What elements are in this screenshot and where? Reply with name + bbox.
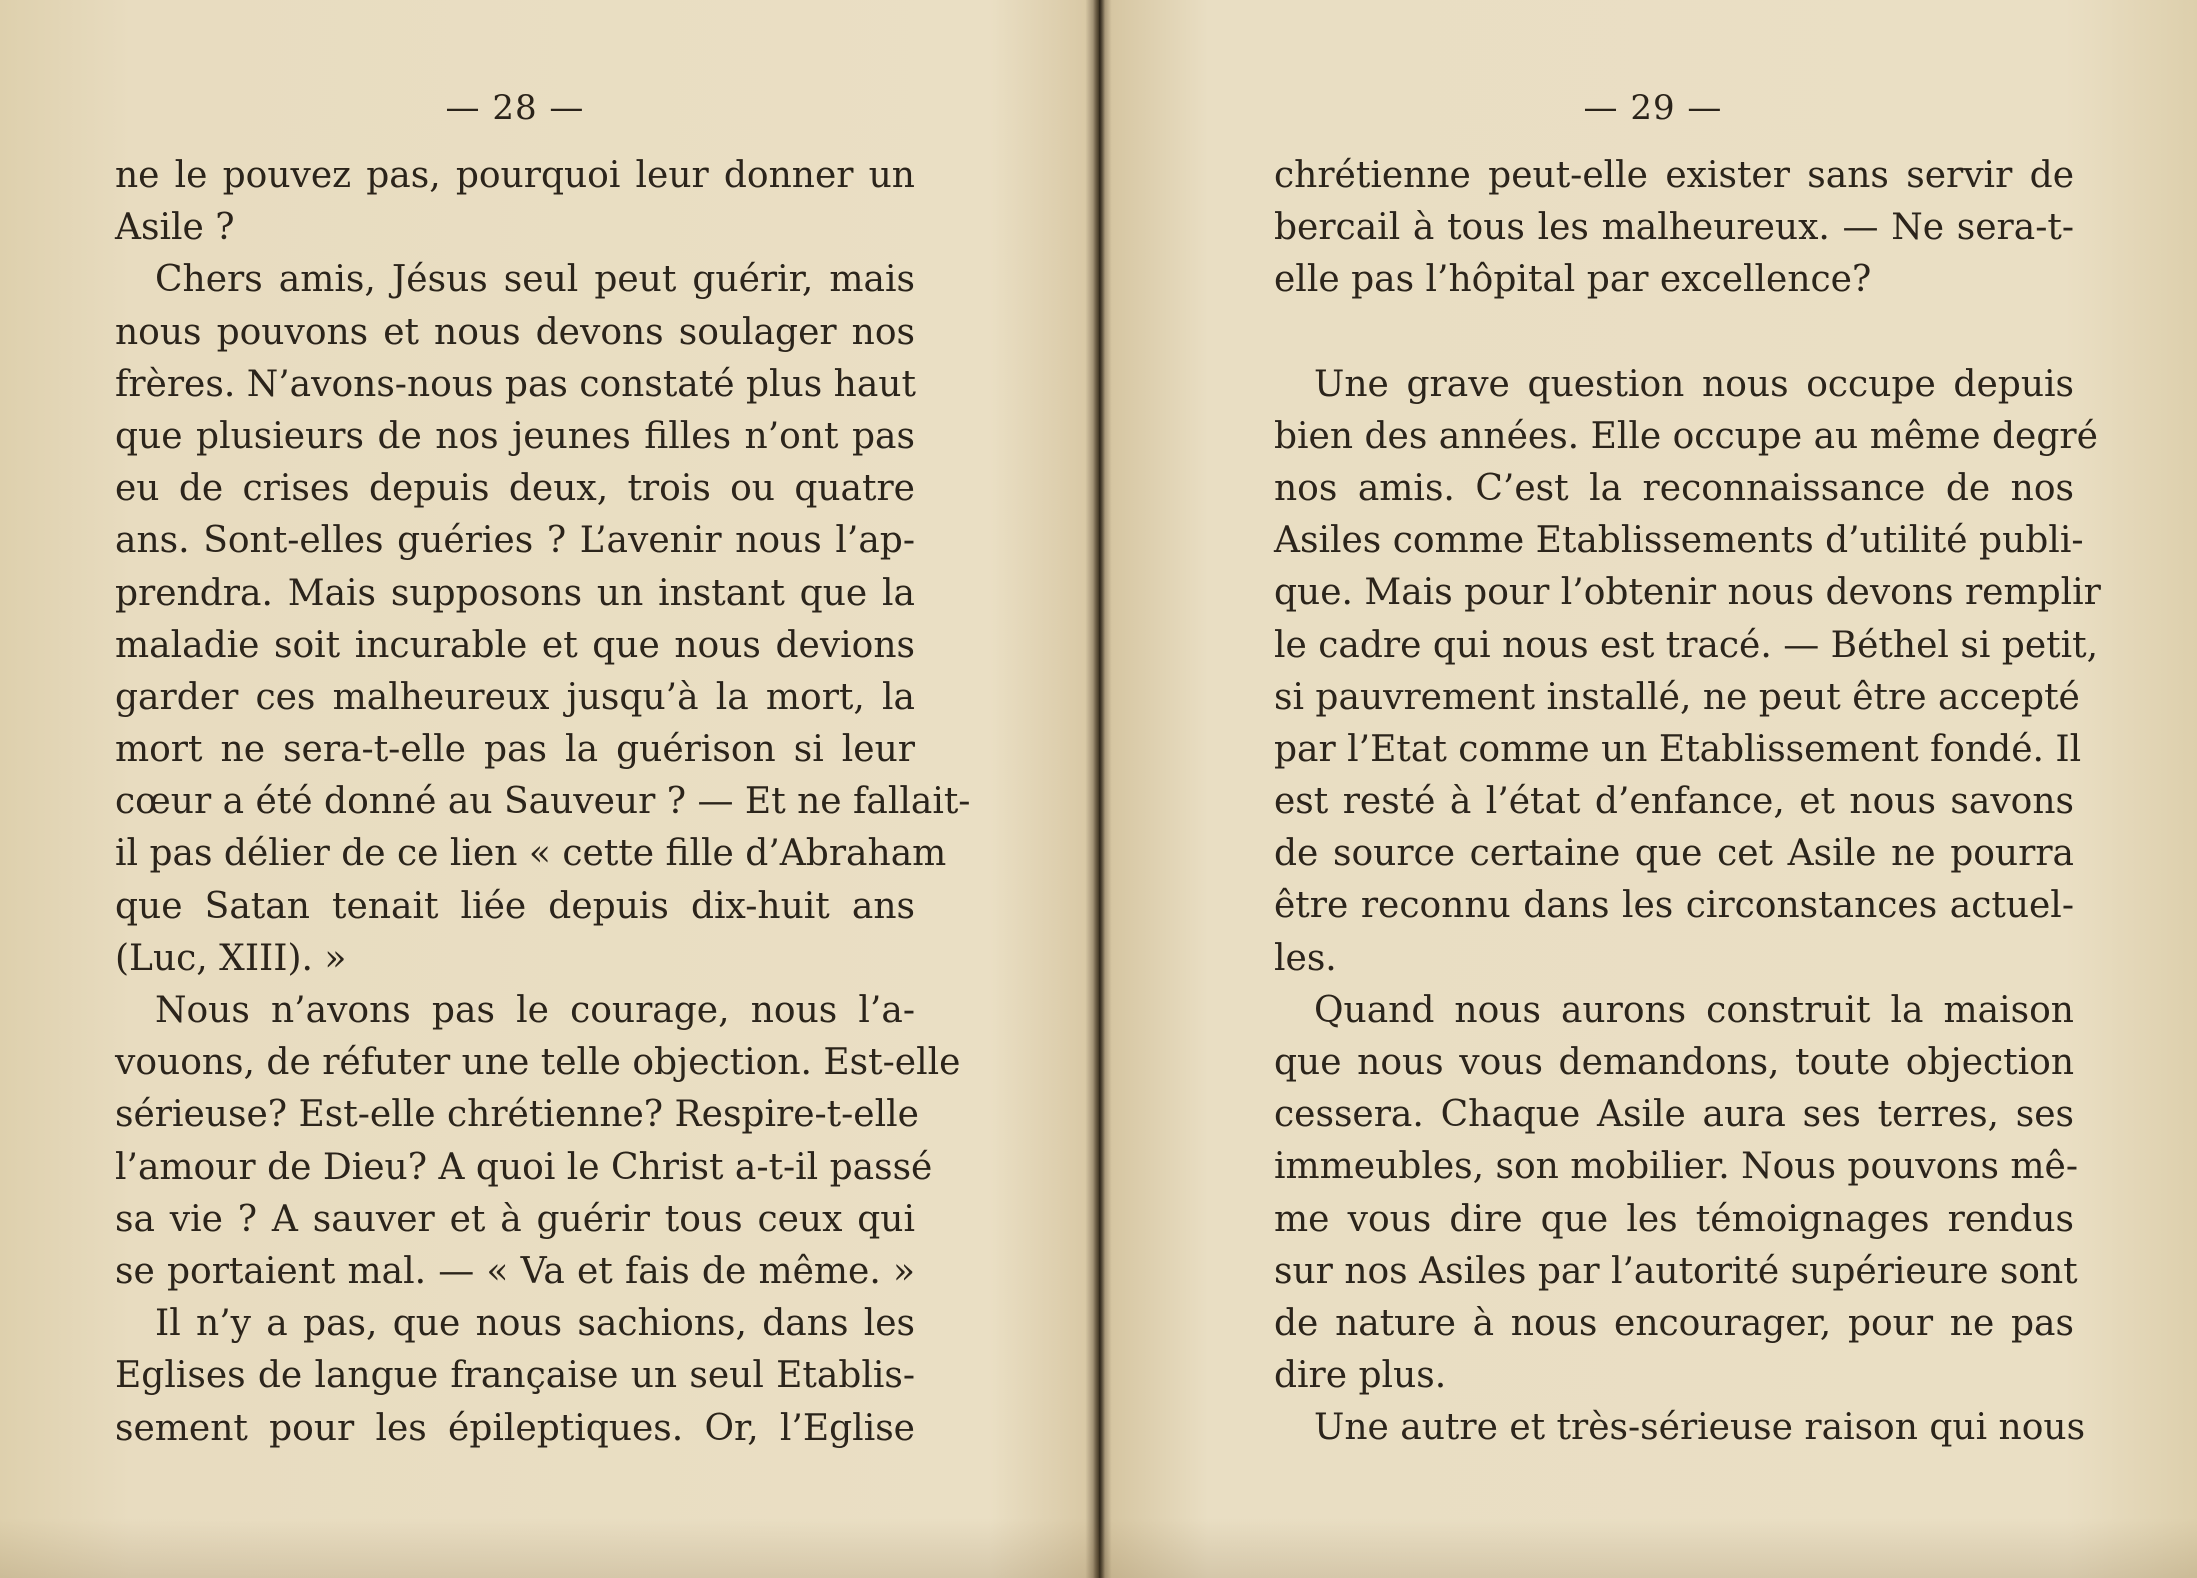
paragraph-block — [1274, 359, 2101, 1455]
text-line: Asiles comme Etablissements d’utilité publi- — [1274, 520, 2084, 562]
text-line: cœur a été donné au Sauveur ? — Et ne fallait- — [115, 781, 971, 823]
text-line: Chers amis, Jésus seul peut guérir, mais — [155, 259, 915, 301]
right-page — [1108, 0, 2197, 1578]
text-line: immeubles, son mobilier. Nous pouvons mê- — [1274, 1146, 2079, 1188]
text-line: par l’Etat comme un Etablissement fondé. Il — [1274, 728, 2082, 770]
text-line: que nous vous demandons, toute objection — [1274, 1042, 2074, 1083]
page-text — [1274, 150, 2101, 1455]
text-line: nos amis. C’est la reconnaissance de nos — [1274, 467, 2074, 509]
text-line: dire plus. — [1274, 1355, 1447, 1397]
text-line: (Luc, XIII). » — [115, 937, 347, 979]
page-shadow — [0, 1518, 2197, 1578]
text-line: que Satan tenait liée depuis dix-huit ans — [115, 885, 915, 927]
text-line: ans. Sont-elles guéries ? L’avenir nous l’ap- — [115, 520, 915, 562]
text-line: sement pour les épileptiques. Or, l’Eglise — [115, 1407, 915, 1449]
text-line: vouons, de réfuter une telle objection. Est-elle — [115, 1042, 961, 1084]
text-line: les. — [1274, 937, 1337, 979]
text-line: prendra. Mais supposons un instant que la — [115, 572, 915, 614]
text-line: sa vie ? A sauver et à guérir tous ceux qui — [115, 1198, 915, 1240]
paragraph-block — [1274, 150, 2074, 307]
page-text — [115, 150, 971, 1455]
text-line: de nature à nous encourager, pour ne pas — [1274, 1302, 2074, 1344]
text-line: il pas délier de ce lien « cette fille d’Abraham — [115, 833, 947, 875]
text-line: cessera. Chaque Asile aura ses terres, ses — [1274, 1094, 2074, 1136]
text-line: bien des années. Elle occupe au même degré — [1274, 415, 2098, 457]
text-line: Asile ? — [115, 207, 235, 249]
text-line: frères. N’avons-nous pas constaté plus haut — [115, 363, 916, 405]
text-line: garder ces malheureux jusqu’à la mort, la — [115, 676, 915, 718]
text-line: maladie soit incurable et que nous devions — [115, 624, 915, 666]
text-line: que. Mais pour l’obtenir nous devons remplir — [1274, 572, 2101, 614]
text-line: mort ne sera-t-elle pas la guérison si leur — [115, 729, 915, 771]
text-line: Une grave question nous occupe depuis — [1314, 363, 2074, 405]
text-line: se portaient mal. — « Va et fais de même. » — [115, 1250, 915, 1292]
text-line: ne le pouvez pas, pourquoi leur donner un — [115, 155, 915, 196]
text-line: sérieuse? Est-elle chrétienne? Respire-t-elle — [115, 1094, 919, 1136]
text-line: Quand nous aurons construit la maison — [1314, 989, 2074, 1031]
page-number: — 29 — — [1583, 88, 1723, 128]
text-line: me vous dire que les témoignages rendus — [1274, 1198, 2074, 1240]
text-line: bercail à tous les malheureux. — Ne sera-t- — [1274, 207, 2074, 249]
left-page — [0, 0, 1090, 1578]
page-number: — 28 — — [445, 88, 585, 128]
text-line: Eglises de langue française un seul Etablis- — [115, 1355, 915, 1397]
text-line: elle pas l’hôpital par excellence? — [1274, 259, 1872, 301]
book-spine — [1093, 0, 1105, 1578]
text-line: Une autre et très-sérieuse raison qui nous — [1314, 1407, 2086, 1449]
text-line: est resté à l’état d’enfance, et nous savons — [1274, 781, 2074, 823]
text-line: le cadre qui nous est tracé. — Béthel si petit, — [1274, 624, 2099, 666]
paragraph-gap — [1274, 307, 2074, 359]
text-line: de source certaine que cet Asile ne pourra — [1274, 833, 2074, 875]
text-line: chrétienne peut-elle exister sans servir de — [1274, 155, 2074, 196]
text-line: Nous n’avons pas le courage, nous l’a- — [155, 990, 915, 1031]
text-line: être reconnu dans les circonstances actuel- — [1274, 885, 2074, 927]
text-line: Il n’y a pas, que nous sachions, dans les — [155, 1303, 915, 1345]
text-line: si pauvrement installé, ne peut être accepté — [1274, 676, 2080, 718]
text-line: l’amour de Dieu? A quoi le Christ a-t-il passé — [115, 1146, 933, 1188]
text-line: eu de crises depuis deux, trois ou quatre — [115, 468, 915, 510]
text-line: nous pouvons et nous devons soulager nos — [115, 311, 915, 353]
text-line: que plusieurs de nos jeunes filles n’ont pas — [115, 415, 915, 457]
text-line: sur nos Asiles par l’autorité supérieure sont — [1274, 1250, 2078, 1292]
